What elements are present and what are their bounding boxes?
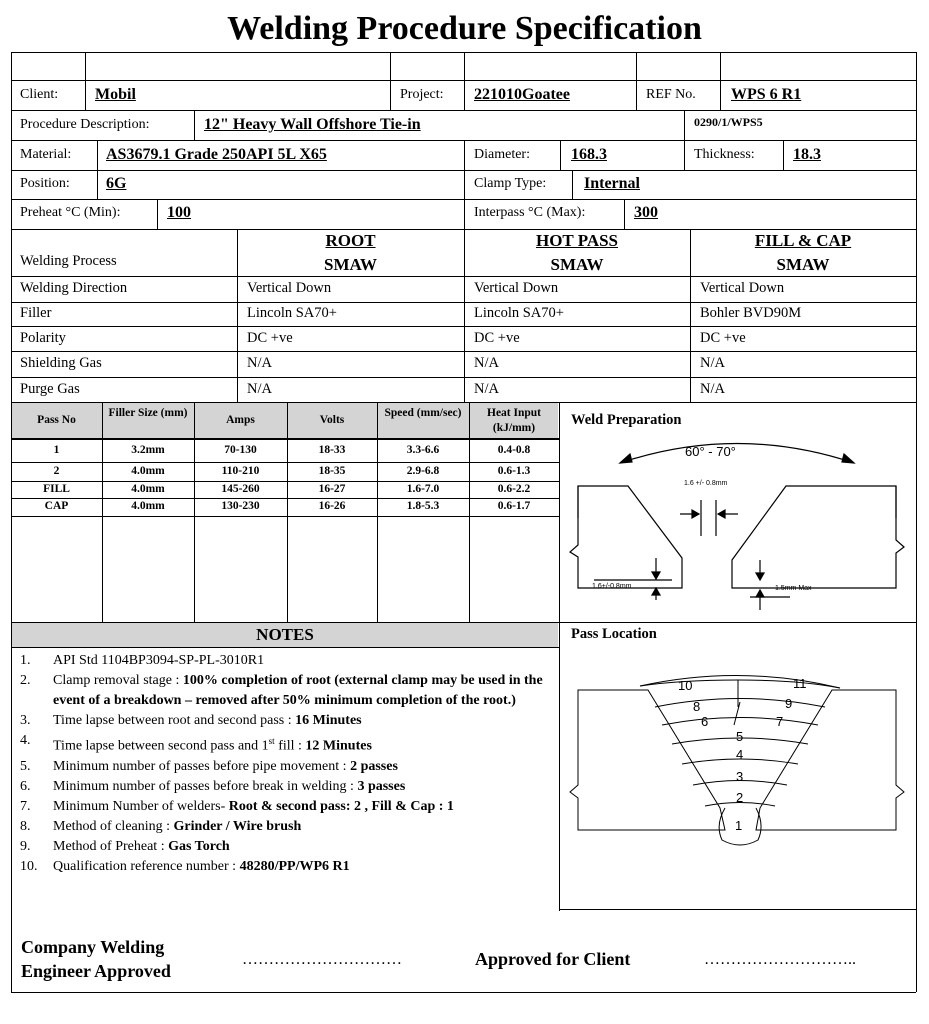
pass-cell: 110-210 [221,465,260,477]
process-row-label: Purge Gas [20,381,80,397]
pass-cell: 1.6-7.0 [406,483,440,495]
pass-cell: 3.2mm [131,444,165,456]
pass-cell: 0.6-2.2 [497,483,531,495]
pass-label: 2 [736,790,744,805]
note-number: 10. [20,858,38,874]
note-item [20,777,555,797]
weld-angle-label: 60° - 70° [685,444,736,459]
pass-cell: 3.3-6.6 [406,444,440,456]
preheat-value: 100 [167,204,191,221]
pass-cell: 0.4-0.8 [497,444,531,456]
material-label: Material: [20,147,72,162]
pass-label: 6 [701,714,709,729]
pass-label: 10 [678,678,693,693]
process-cell: DC +ve [247,330,293,346]
note-number: 3. [20,713,31,728]
company-engineer-approved-line1: Company Welding [21,937,165,957]
pass-col-header: Heat Input (kJ/mm) [487,407,541,434]
weld-gap-label: 1.6 +/- 0.8mm [684,480,728,487]
note-item [20,757,555,777]
pass-label: 4 [736,747,744,762]
weld-prep-diagram [560,430,916,622]
pass-cell: CAP [44,500,69,512]
note-bold-text: Root & second pass: 2 , Fill & Cap : 1 [228,798,454,814]
note-text: Clamp removal stage : [53,673,183,688]
note-bold-text: Grinder / Wire brush [173,818,302,834]
pass-col-header: Filler Size (mm) [108,407,188,419]
note-bold-text: 3 passes [357,778,406,794]
company-engineer-approved-line2: Engineer Approved [21,961,171,981]
process-row-label: Polarity [20,330,66,346]
note-number: 4. [20,733,31,748]
pass-cell: 4.0mm [131,465,165,477]
position-value: 6G [106,175,127,192]
pass-col-header: Pass No [37,414,76,426]
pass-col-header: Speed (mm/sec) [384,407,462,419]
pass-cell: 18-35 [318,465,346,477]
pass-cell: 0.6-1.3 [497,465,531,477]
note-item [20,817,555,837]
process-cell: SMAW [324,255,377,274]
pass-location-title: Pass Location [571,626,657,642]
interpass-label: Interpass °C (Max): [474,205,586,220]
pass-label: 8 [693,699,701,714]
page-title: Welding Procedure Specification [227,10,702,47]
note-number: 7. [20,798,31,814]
note-item [20,837,555,857]
process-cell: Lincoln SA70+ [474,305,564,321]
pass-label: 1 [735,818,743,833]
process-row-label: Welding Direction [20,280,128,296]
note-bold-text: 12 Minutes [305,738,372,754]
ref-value: WPS 6 R1 [731,86,802,103]
pass-label: 3 [736,769,744,784]
process-cell: N/A [700,381,725,397]
pass-cell: 2 [53,465,60,477]
note-number: 2. [20,673,31,688]
process-cell: N/A [247,381,272,397]
note-bold-text: 100% completion of root (external clamp may be used in the event of a breakdown – removed after 50% minimum completion of the root.) [53,673,543,708]
pass-cell: 130-230 [221,500,260,512]
note-number: 9. [20,838,31,854]
pass-cell: 4.0mm [131,500,165,512]
note-number: 1. [20,653,31,668]
pass-col-header: Volts [319,414,345,426]
clamp-type-value: Internal [584,175,640,192]
client-signature-line: ……………………….. [704,951,856,968]
process-cell: DC +ve [474,330,520,346]
pass-cell: 4.0mm [131,483,165,495]
note-superscript: st [268,736,275,746]
pass-label: 9 [785,696,793,711]
note-item [20,731,555,757]
process-cell: N/A [474,355,499,371]
process-row-label: Welding Process [20,253,117,269]
note-number: 8. [20,818,31,834]
pass-col-header: Amps [226,414,255,426]
process-cell: SMAW [550,255,604,274]
material-value: AS3679.1 Grade 250API 5L X65 [106,146,327,163]
process-row-label: Filler [20,305,52,321]
note-text: Qualification reference number : [53,858,240,874]
preheat-label: Preheat °C (Min): [20,205,121,220]
pass-cell: 16-26 [318,500,346,512]
pass-cell: FILL [43,483,70,495]
note-text: fill : [274,738,306,754]
note-text: API Std 1104BP3094-SP-PL-3010R1 [53,653,265,668]
process-col-fill-cap: FILL & CAP [754,231,852,250]
procedure-description-label: Procedure Description: [20,117,150,132]
note-number: 5. [20,758,31,774]
diameter-value: 168.3 [571,146,607,163]
process-cell: Vertical Down [474,280,559,296]
pass-label: 7 [776,714,784,729]
pass-cell: 145-260 [221,483,260,495]
process-cell: Vertical Down [247,280,332,296]
notes-list [20,651,555,877]
thickness-value: 18.3 [793,146,821,163]
process-col-root: ROOT [325,231,376,250]
client-label: Client: [20,87,59,102]
client-value: Mobil [95,86,136,103]
pass-cell: 0.6-1.7 [497,500,531,512]
pass-cell: 70-130 [224,444,257,456]
note-text: Method of cleaning : [53,818,174,834]
note-item [20,651,555,671]
weld-root-face-label: 1.6+/-0.8mm [592,583,632,590]
note-bold-text: Gas Torch [168,838,230,854]
procedure-description-value: 12" Heavy Wall Offshore Tie-in [204,116,421,133]
note-text: Minimum number of passes before pipe movement : [53,758,351,774]
process-col-hot-pass: HOT PASS [535,231,619,250]
pass-cell: 1.8-5.3 [406,500,440,512]
pass-label: 5 [736,729,744,744]
note-text: Method of Preheat : [53,838,169,854]
process-cell: Vertical Down [700,280,785,296]
note-bold-text: 16 Minutes [295,713,362,728]
pass-cell: 1 [53,444,60,456]
note-text: Time lapse between second pass and 1 [53,738,269,754]
note-text: Time lapse between root and second pass : [53,713,296,728]
process-cell: Lincoln SA70+ [247,305,337,321]
process-cell: N/A [700,355,725,371]
pass-label: 11 [793,676,807,691]
position-label: Position: [20,176,70,191]
project-value: 221010Goatee [474,86,570,103]
process-cell: DC +ve [700,330,746,346]
clamp-type-label: Clamp Type: [474,176,547,191]
note-item [20,797,555,817]
thickness-label: Thickness: [694,147,755,162]
wps-ref-code: 0290/1/WPS5 [694,115,763,129]
pass-cell: 16-27 [318,483,346,495]
interpass-value: 300 [634,204,658,221]
note-bold-text: 48280/PP/WP6 R1 [239,858,350,874]
process-cell: N/A [247,355,272,371]
process-cell: SMAW [776,255,830,274]
note-text: Minimum number of passes before break in welding : [53,778,358,794]
note-item [20,857,555,877]
pass-cell: 18-33 [318,444,346,456]
approved-for-client-label: Approved for Client [475,949,631,969]
note-bold-text: 2 passes [350,758,398,774]
process-cell: Bohler BVD90M [700,305,802,321]
note-text: Minimum Number of welders- [53,798,229,814]
note-number: 6. [20,778,31,794]
weld-prep-title: Weld Preparation [571,412,682,428]
engineer-signature-line: ………………………… [242,951,402,968]
ref-label: REF No. [646,87,696,102]
process-row-label: Shielding Gas [20,355,102,371]
pass-cell: 2.9-6.8 [406,465,440,477]
weld-misalign-label: 1.5mm Max [775,585,812,592]
diameter-label: Diameter: [474,147,530,162]
note-item [20,711,555,731]
note-item [20,671,555,711]
process-cell: N/A [474,381,499,397]
project-label: Project: [400,87,444,102]
notes-title: NOTES [256,625,314,644]
